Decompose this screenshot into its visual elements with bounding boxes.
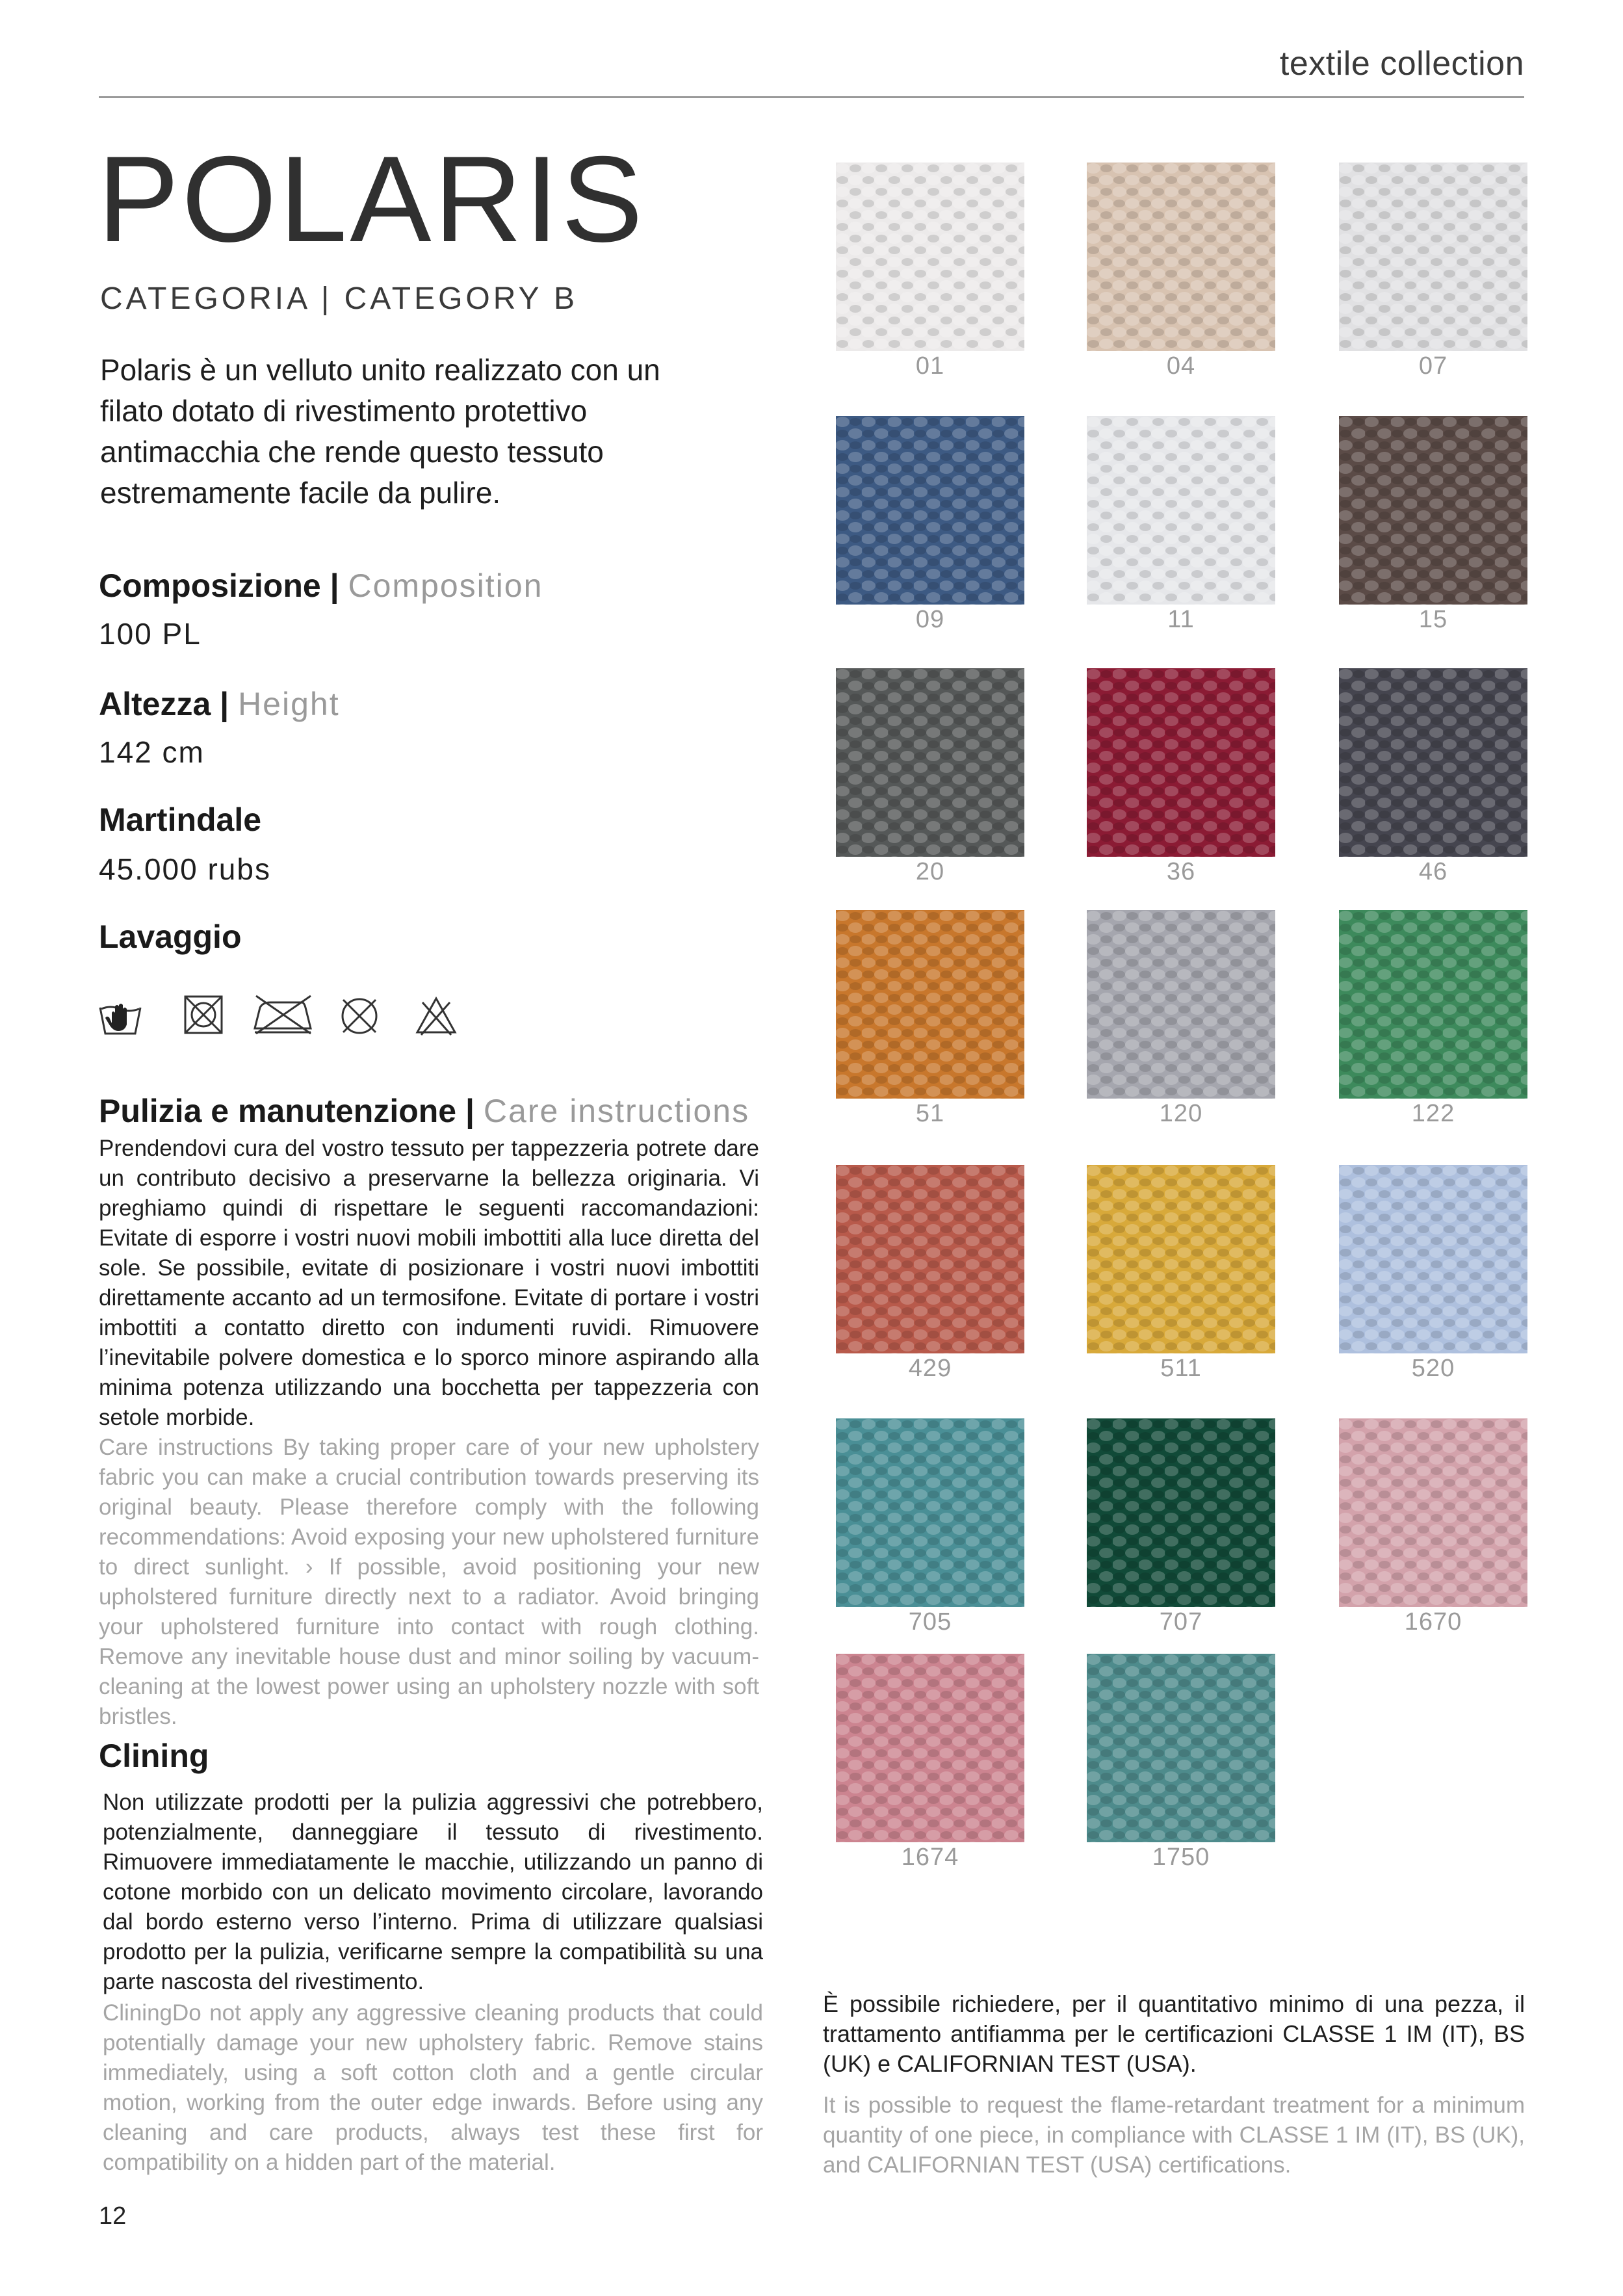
- swatch-texture: [1339, 668, 1527, 857]
- swatch-code: 520: [1411, 1355, 1455, 1382]
- fabric-swatch: [836, 910, 1024, 1099]
- swatch-texture: [836, 1165, 1024, 1353]
- swatch-weave: [1339, 1418, 1527, 1607]
- swatch-weave: [1087, 416, 1275, 605]
- fabric-swatch: [1087, 163, 1275, 351]
- swatch-texture: [1087, 1165, 1275, 1353]
- fabric-swatch: [836, 1165, 1024, 1353]
- swatch-code: 46: [1418, 858, 1448, 885]
- height-label: [99, 685, 340, 723]
- fabric-swatch: [1339, 668, 1527, 857]
- swatch-weave: [836, 163, 1024, 351]
- swatch-texture: [1339, 416, 1527, 605]
- care-title-en: Care instructions: [483, 1093, 750, 1129]
- swatch-code: 511: [1160, 1355, 1202, 1382]
- swatch-weave: [1087, 163, 1275, 351]
- swatch-texture: [1087, 1418, 1275, 1607]
- fabric-swatch: [1087, 668, 1275, 857]
- height-label-en: Height: [238, 686, 340, 722]
- swatch-texture: [836, 163, 1024, 351]
- page-number: 12: [99, 2202, 127, 2230]
- care-title-separator: |: [465, 1093, 475, 1129]
- care-title: [99, 1092, 749, 1130]
- hand-wash-icon: [97, 995, 143, 1037]
- fabric-swatch: [1339, 1418, 1527, 1607]
- swatch-texture: [1087, 1654, 1275, 1842]
- swatch-weave: [1087, 1165, 1275, 1353]
- care-text-it: Prendendovi cura del vostro tessuto per tappezzeria potrete dare un contributo decisivo a preservarne la bellezza originaria. Vi preghiamo quindi di rispettare le seguenti raccomandazioni: Evitate di esporre i vostri nuovi mobili imbottiti alla luce diretta del sole. Se possibile, evitate di posizionare i vostri nuovi imbottiti direttamente accanto ad un termosifone. Evitate di portare i vostri imbottiti a contatto diretto con indumenti ruvidi. Rimuovere l’inevitabile polvere domestica e lo sporco minore aspirando alla minima potenza utilizzando una bocchetta per tappezzeria con setole morbide.: [99, 1136, 759, 1430]
- swatch-texture: [1339, 910, 1527, 1099]
- fabric-swatch: [836, 668, 1024, 857]
- cleaning-text-it: Non utilizzate prodotti per la pulizia aggressivi che potrebbero, potenzialmente, danneggiare il tessuto di rivestimento. Rimuovere immediatamente le macchie, utilizzando un panno di cotone morbido con un delicato movimento circolare, lavorando dal bordo esterno verso l’interno. Prima di utilizzare qualsiasi prodotto per la pulizia, verificarne sempre la compatibilità su una parte nascosta del rivestimento.: [103, 1790, 763, 1994]
- fabric-swatch: [836, 1654, 1024, 1842]
- swatch-texture: [1087, 668, 1275, 857]
- washing-label: Lavaggio: [99, 919, 242, 955]
- swatch-code: 1750: [1152, 1844, 1210, 1871]
- swatch-code: 20: [915, 858, 945, 885]
- swatch-code: 122: [1411, 1100, 1455, 1127]
- composition-label: [99, 567, 543, 605]
- swatch-weave: [1339, 1165, 1527, 1353]
- swatch-code: 1670: [1404, 1608, 1462, 1636]
- composition-value: 100 PL: [99, 617, 201, 651]
- fabric-swatch: [1339, 416, 1527, 605]
- fabric-swatch: [1339, 163, 1527, 351]
- care-title-it: Pulizia e manutenzione: [99, 1093, 457, 1129]
- swatch-texture: [836, 1654, 1024, 1842]
- swatch-code: 707: [1159, 1608, 1203, 1636]
- no-iron-icon: [251, 995, 316, 1035]
- fabric-swatch: [1087, 1418, 1275, 1607]
- swatch-code: 705: [908, 1608, 952, 1636]
- care-symbols: [97, 995, 461, 1040]
- swatch-weave: [836, 668, 1024, 857]
- swatch-code: 51: [915, 1100, 945, 1127]
- swatch-code: 120: [1159, 1100, 1203, 1127]
- swatch-code: 09: [915, 606, 945, 633]
- swatch-weave: [836, 1418, 1024, 1607]
- fabric-swatch: [836, 1418, 1024, 1607]
- product-description: Polaris è un velluto unito realizzato con un filato dotato di rivestimento protettivo antimacchia che rende questo tessuto estremamente facile da pulire.: [100, 353, 660, 510]
- swatch-code: 01: [915, 352, 945, 380]
- swatch-texture: [1339, 1165, 1527, 1353]
- swatch-weave: [1087, 1418, 1275, 1607]
- cleaning-title: Clining: [99, 1738, 209, 1774]
- fire-retardant-note-en: It is possible to request the flame-retardant treatment for a minimum quantity of one piece, in compliance with CLASSE 1 IM (IT), BS (UK), and CALIFORNIAN TEST (USA) certifications.: [823, 2093, 1525, 2178]
- collection-label: textile collection: [1279, 45, 1524, 83]
- fabric-swatch: [836, 416, 1024, 605]
- swatch-weave: [836, 910, 1024, 1099]
- product-category: CATEGORIA | CATEGORY B: [100, 281, 578, 316]
- swatch-texture: [1087, 163, 1275, 351]
- height-label-it: Altezza: [99, 686, 211, 722]
- cleaning-text-en: CliningDo not apply any aggressive cleaning products that could potentially damage your new upholstery fabric. Remove stains immediately, using a soft cotton cloth and a gentle circular motion, working from the outer edge inwards. Before using any cleaning and care products, always test these first for compatibility on a hidden part of the material.: [103, 2000, 763, 2175]
- swatch-weave: [836, 1165, 1024, 1353]
- no-bleach-icon: [413, 995, 459, 1037]
- swatch-code: 07: [1418, 352, 1448, 380]
- swatch-texture: [836, 668, 1024, 857]
- care-text-en: Care instructions By taking proper care of your new upholstery fabric you can make a crucial contribution towards preserving its original beauty. Please therefore comply with the following recommendations: Avoid exposing your new upholstered furniture to direct sunlight. › If possible, avoid positioning your new upholstered furniture directly next to a radiator. Avoid bringing your upholstered furniture into contact with rough clothing. Remove any inevitable house dust and minor soiling by vacuum-cleaning at the lowest power using an upholstery nozzle with soft bristles.: [99, 1435, 759, 1729]
- fabric-swatch: [1087, 416, 1275, 605]
- fabric-swatch: [1339, 910, 1527, 1099]
- swatch-code: 11: [1167, 606, 1195, 633]
- swatch-code: 15: [1418, 606, 1448, 633]
- fabric-swatch: [1087, 1654, 1275, 1842]
- fabric-swatch: [1087, 910, 1275, 1099]
- composition-separator: |: [330, 567, 339, 604]
- swatch-texture: [1339, 1418, 1527, 1607]
- swatch-weave: [1339, 668, 1527, 857]
- swatch-weave: [1087, 1654, 1275, 1842]
- swatch-code: 04: [1166, 352, 1196, 380]
- height-separator: |: [220, 686, 229, 722]
- swatch-texture: [836, 1418, 1024, 1607]
- no-dry-clean-icon: [338, 995, 381, 1037]
- fabric-swatch: [1087, 1165, 1275, 1353]
- swatch-texture: [836, 416, 1024, 605]
- swatch-code: 429: [908, 1355, 952, 1382]
- swatch-weave: [1339, 910, 1527, 1099]
- swatch-code: 1674: [901, 1844, 959, 1871]
- fabric-swatch: [1339, 1165, 1527, 1353]
- swatch-code: 36: [1166, 858, 1196, 885]
- height-value: 142 cm: [99, 735, 205, 769]
- swatch-weave: [836, 1654, 1024, 1842]
- swatch-weave: [1339, 416, 1527, 605]
- swatch-weave: [1087, 910, 1275, 1099]
- composition-label-it: Composizione: [99, 567, 321, 604]
- swatch-weave: [1087, 668, 1275, 857]
- fire-retardant-note-it: È possibile richiedere, per il quantitativo minimo di una pezza, il trattamento antifiamma per le certificazioni CLASSE 1 IM (IT), BS (UK) e CALIFORNIAN TEST (USA).: [823, 1990, 1525, 2077]
- composition-label-en: Composition: [348, 567, 543, 604]
- martindale-label: Martindale: [99, 802, 262, 838]
- swatch-weave: [1339, 163, 1527, 351]
- product-title: POLARIS: [97, 131, 645, 267]
- header-divider: [99, 96, 1524, 98]
- swatch-texture: [836, 910, 1024, 1099]
- no-tumble-dry-icon: [183, 995, 224, 1035]
- swatch-weave: [836, 416, 1024, 605]
- swatch-texture: [1339, 163, 1527, 351]
- fabric-swatch: [836, 163, 1024, 351]
- swatch-texture: [1087, 910, 1275, 1099]
- martindale-value: 45.000 rubs: [99, 852, 271, 886]
- swatch-texture: [1087, 416, 1275, 605]
